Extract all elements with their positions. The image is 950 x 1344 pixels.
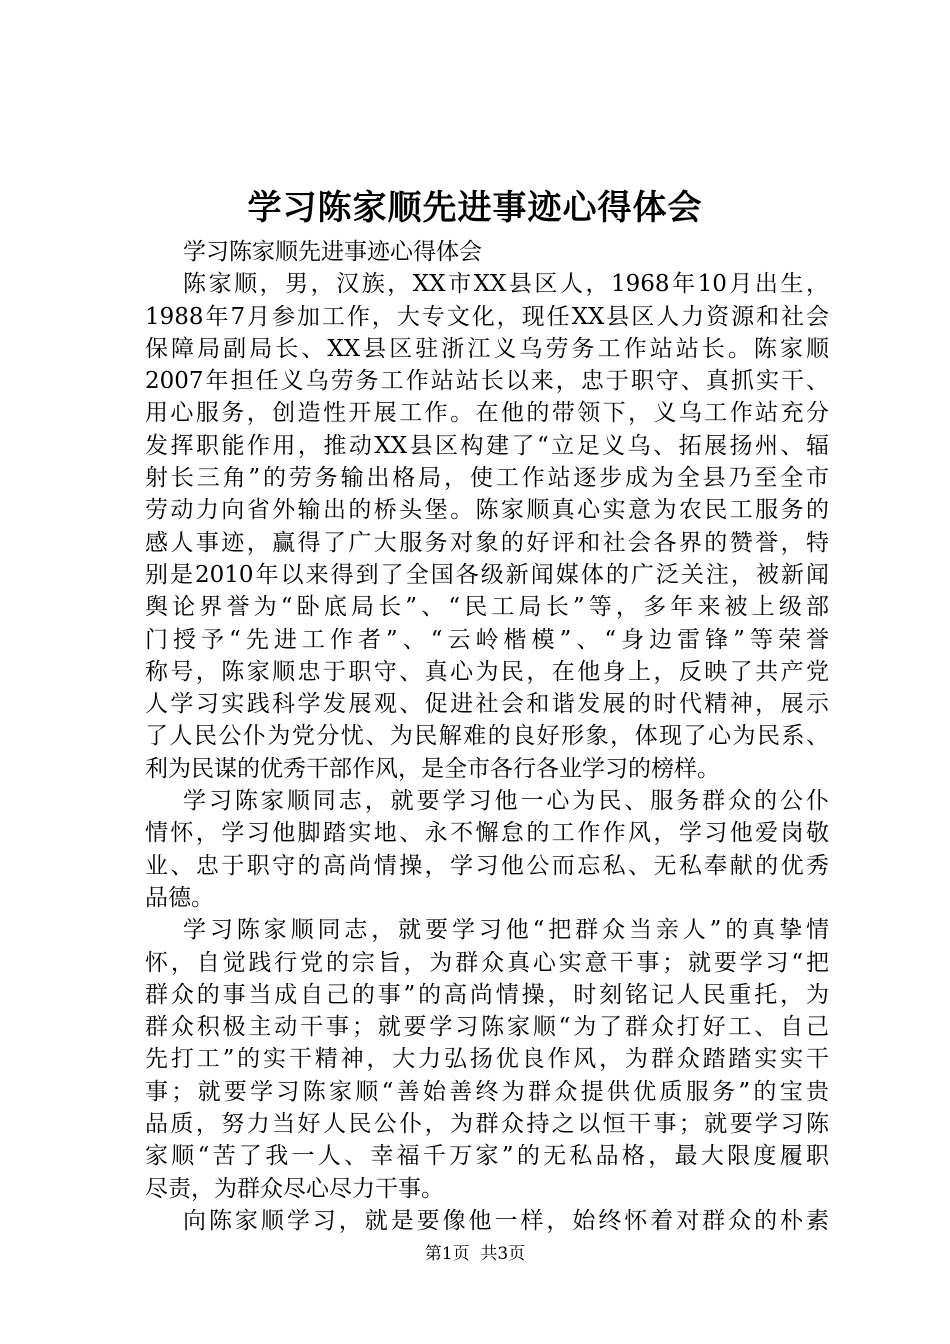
text-line: 群众的事当成自己的事”的高尚情操，时刻铭记人民重托，为 — [145, 981, 829, 1008]
text-line: 感人事迹，赢得了广大服务对象的好评和社会各界的赞誉，特 — [145, 529, 829, 556]
text-line: 人学习实践科学发展观、促进社会和谐发展的时代精神，展示 — [145, 691, 829, 718]
text-line: 1988年7月参加工作，大专文化，现任XX县区人力资源和社会 — [145, 303, 829, 330]
text-line: 情怀，学习他脚踏实地、永不懈怠的工作作风，学习他爱岗敬 — [145, 820, 829, 847]
text-line: 2007年担任义乌劳务工作站站长以来，忠于职守、真抓实干、 — [145, 368, 829, 395]
text-line: 陈家顺，男，汉族，XX市XX县区人，1968年10月出生， — [183, 271, 829, 298]
text-line: 事；就要学习陈家顺“善始善终为群众提供优质服务”的宝贵 — [145, 1078, 829, 1105]
page-footer: 第1页 共3页 — [424, 1244, 526, 1264]
document-subtitle: 学习陈家顺先进事迹心得体会 — [183, 239, 482, 265]
text-line: 业、忠于职守的高尚情操，学习他公而忘私、无私奉献的优秀 — [145, 852, 829, 879]
text-line: 射长三角”的劳务输出格局，使工作站逐步成为全县乃至全市 — [145, 465, 829, 492]
text-line: 发挥职能作用，推动XX县区构建了“立足义乌、拓展扬州、辐 — [145, 432, 829, 459]
text-line: 群众积极主动干事；就要学习陈家顺“为了群众打好工、自己 — [145, 1014, 829, 1041]
text-line: 家顺“苦了我一人、幸福千万家”的无私品格，最大限度履职 — [145, 1143, 829, 1170]
text-line: 尽责，为群众尽心尽力干事。 — [145, 1175, 444, 1202]
text-line: 学习陈家顺同志，就要学习他一心为民、服务群众的公仆 — [183, 788, 829, 815]
text-line: 品质，努力当好人民公仆，为群众持之以恒干事；就要学习陈 — [145, 1111, 829, 1138]
text-line: 先打工”的实干精神，大力弘扬优良作风，为群众踏踏实实干 — [145, 1046, 829, 1073]
text-line: 劳动力向省外输出的桥头堡。陈家顺真心实意为农民工服务的 — [145, 497, 829, 524]
text-line: 利为民谋的优秀干部作风，是全市各行各业学习的榜样。 — [145, 755, 720, 782]
text-line: 怀，自觉践行党的宗旨，为群众真心实意干事；就要学习“把 — [145, 949, 829, 976]
document-title: 学习陈家顺先进事迹心得体会 — [247, 188, 703, 228]
document-body — [145, 236, 829, 1237]
text-line: 门授予“先进工作者”、“云岭楷模”、“身边雷锋”等荣誉 — [145, 626, 829, 653]
text-line: 别是2010年以来得到了全国各级新闻媒体的广泛关注，被新闻 — [145, 561, 829, 588]
text-line: 称号，陈家顺忠于职守、真心为民，在他身上，反映了共产党 — [145, 658, 829, 685]
text-line: 舆论界誉为“卧底局长”、“民工局长”等，多年来被上级部 — [145, 594, 829, 621]
text-line: 保障局副局长、XX县区驻浙江义乌劳务工作站站长。陈家顺 — [145, 335, 829, 362]
text-line: 了人民公仆为党分忧、为民解难的良好形象，体现了心为民系、 — [145, 723, 829, 750]
text-line: 向陈家顺学习，就是要像他一样，始终怀着对群众的朴素 — [183, 1207, 829, 1234]
text-line: 学习陈家顺同志，就要学习他“把群众当亲人”的真挚情 — [183, 917, 829, 944]
text-line: 用心服务，创造性开展工作。在他的带领下，义乌工作站充分 — [145, 400, 829, 427]
text-line: 品德。 — [145, 884, 214, 911]
